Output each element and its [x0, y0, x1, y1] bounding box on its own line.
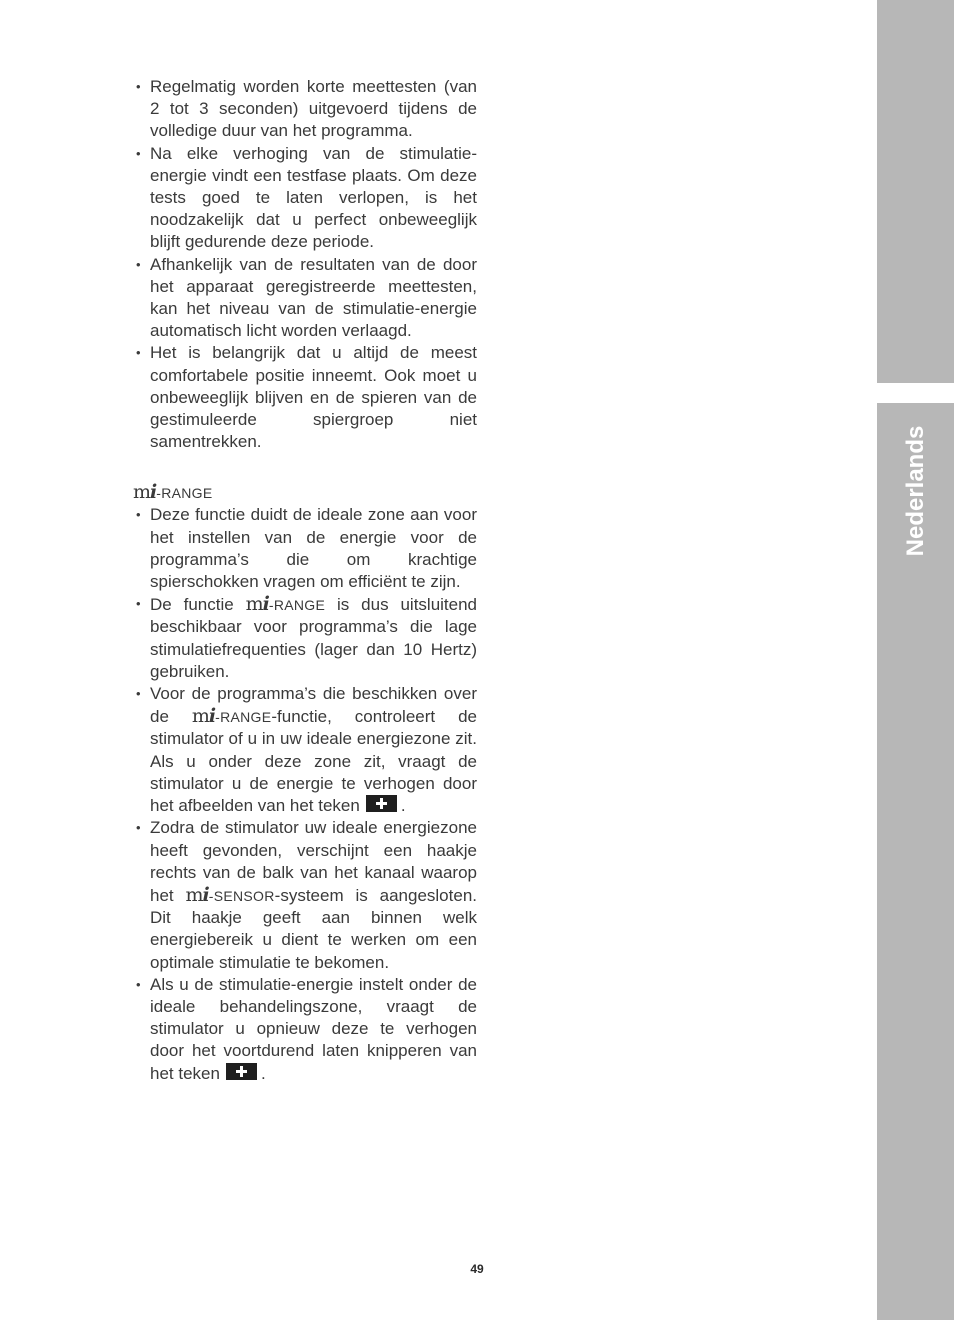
list-item: • De functie mi-RANGE is dus uitsluitend beschikbaar voor programma’s die lage stimulatiefrequenties (lager dan 10 Hertz) gebruiken. — [133, 593, 477, 683]
mi-logo-icon: mi — [185, 883, 209, 906]
plus-icon — [226, 1063, 257, 1080]
list-item: • Zodra de stimulator uw ideale energiezone heeft gevonden, verschijnt een haakje rechts van de balk van het kanaal waarop het mi-SENSOR-systeem is aangesloten. Dit haakje geeft aan binnen welk energiebereik u dient te werken om een optimale stimulatie te bekomen. — [133, 817, 477, 973]
list-item: • Regelmatig worden korte meettesten (van 2 tot 3 seconden) uitgevoerd tijdens de volledige duur van het programma. — [133, 76, 477, 143]
list-item: • Deze functie duidt de ideale zone aan voor het instellen van de energie voor de programma’s die om krachtige spierschokken vragen om efficiënt te zijn. — [133, 504, 477, 593]
list-item: • Voor de programma’s die beschikken over de mi-RANGE-functie, controleert de stimulator of u in uw ideale energiezone zit. Als u onder deze zone zit, vraagt de stimulator u de energie te verhogen door het afbeelden van het teken . — [133, 683, 477, 817]
plus-icon — [366, 795, 397, 812]
text-column — [133, 76, 477, 1085]
mi-logo-icon: mi — [191, 705, 216, 728]
list-item: • Afhankelijk van de resultaten van de door het apparaat geregistreerde meettesten, kan het niveau van de stimulatie-energie automatisch licht worden verlaagd. — [133, 254, 477, 343]
page-number: 49 — [470, 1262, 484, 1276]
list-item: • Het is belangrijk dat u altijd de meest comfortabele positie inneemt. Ook moet u onbeweeglijk blijven en de spieren van de gestimuleerde spiergroep niet samentrekken. — [133, 342, 477, 453]
section-heading — [133, 481, 477, 504]
mi-logo-icon: mi — [245, 593, 269, 616]
heading-text: -RANGE — [156, 485, 213, 502]
side-tab-label: Nederlands — [901, 425, 929, 556]
list-item: • Als u de stimulatie-energie instelt onder de ideale behandelingszone, vraagt de stimulator u opnieuw deze te verhogen door het voortdurend laten knipperen van het teken . — [133, 974, 477, 1085]
intro-list — [133, 76, 477, 453]
section-spacer — [133, 453, 477, 475]
side-tab-top — [877, 0, 954, 383]
side-tab-label-box — [877, 403, 954, 578]
mi-range-list — [133, 504, 477, 1084]
mi-logo-icon: mi — [133, 481, 157, 504]
list-item: • Na elke verhoging van de stimulatie-energie vindt een testfase plaats. Om deze tests goed te laten verlopen, is het noodzakelijk dat u perfect onbeweeglijk blijft gedurende deze periode. — [133, 143, 477, 254]
